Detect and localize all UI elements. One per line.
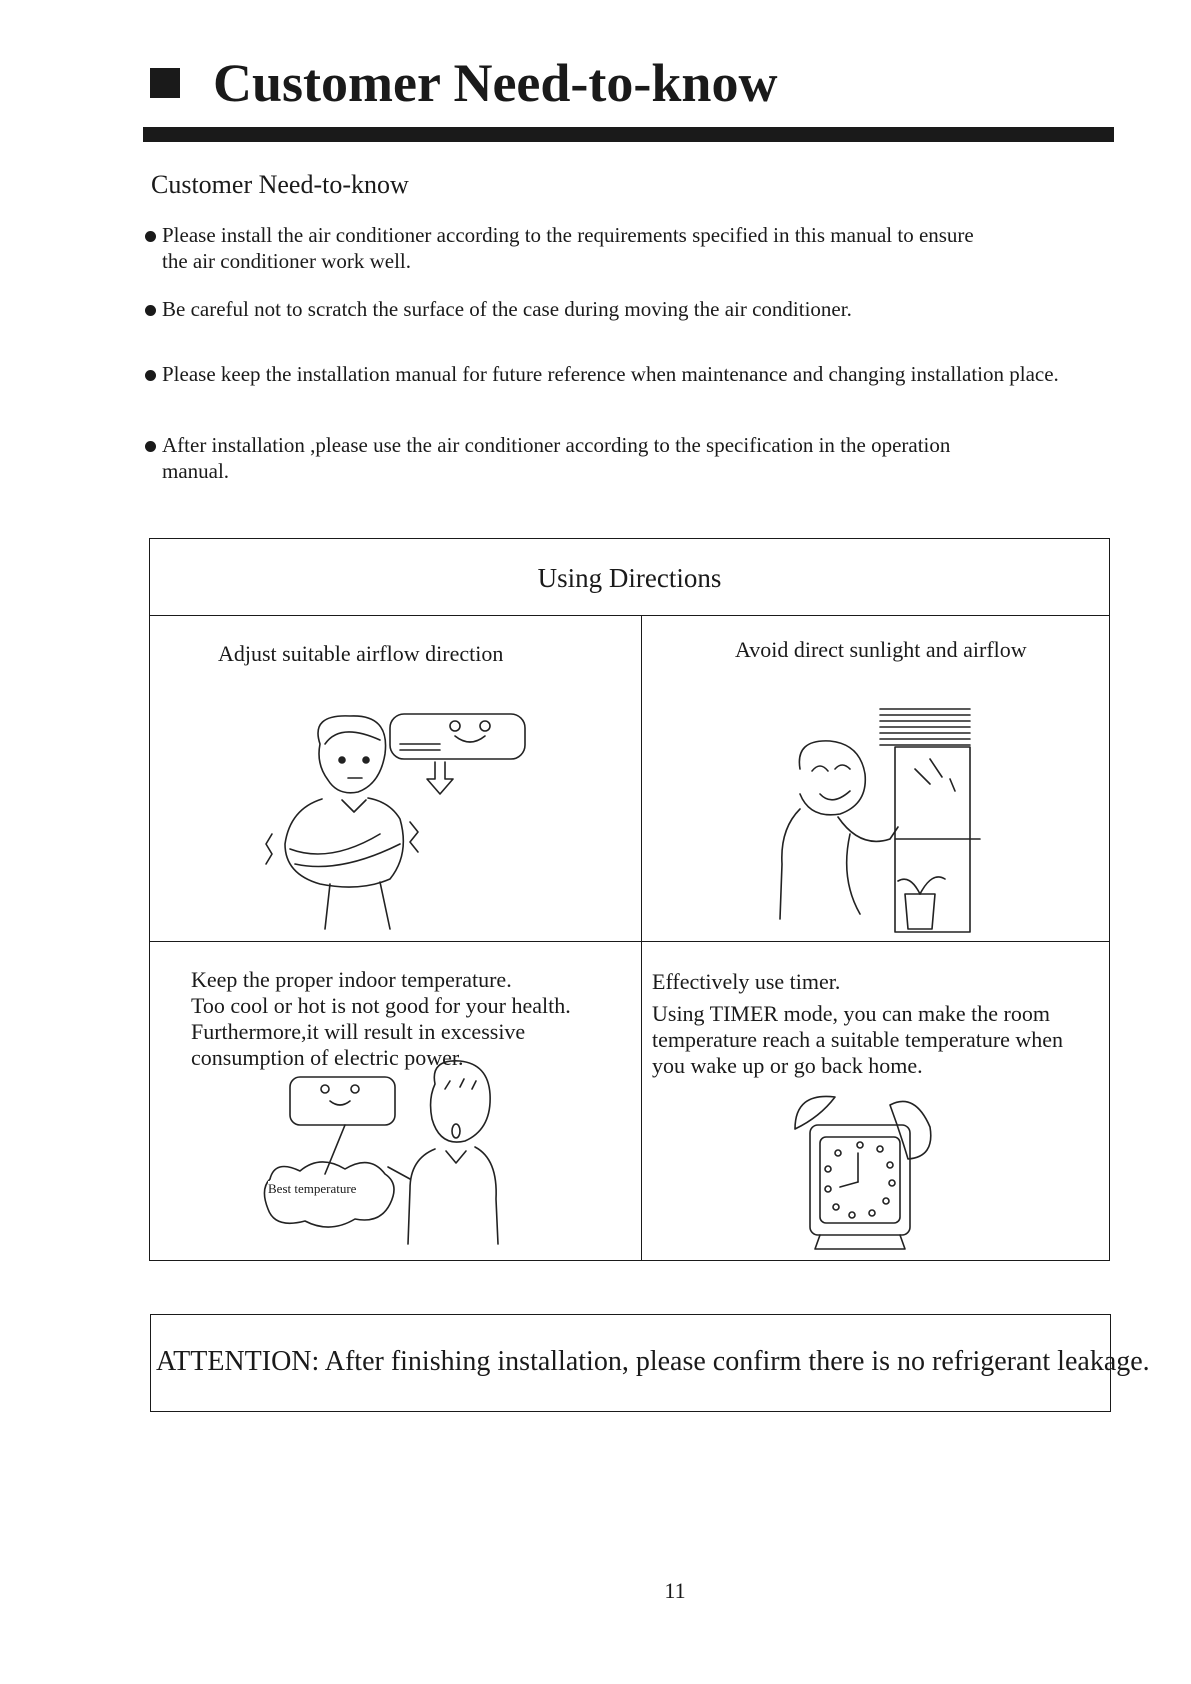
using-directions-table <box>149 538 1110 1261</box>
airflow-direction-text: Adjust suitable airflow direction <box>218 641 504 666</box>
bullet-dot-icon <box>145 370 156 381</box>
bullet-text: Be careful not to scratch the surface of the case during moving the air conditioner. <box>162 297 852 321</box>
page-number: 11 <box>664 1578 686 1603</box>
bullet-dot-icon <box>145 441 156 452</box>
best-temperature-illustration <box>260 1059 600 1259</box>
bullet-item <box>143 222 974 274</box>
bullet-dot-icon <box>145 231 156 242</box>
best-temperature-label: Best temperature <box>268 1181 357 1196</box>
bullet-item <box>143 432 950 484</box>
header-rule <box>143 127 1114 142</box>
avoid-sunlight-text: Avoid direct sunlight and airflow <box>735 637 1027 662</box>
sunlight-window-illustration <box>770 699 1090 949</box>
title-square-icon <box>150 68 180 98</box>
table-divider <box>641 616 642 1260</box>
cold-person-airflow-illustration <box>250 704 590 954</box>
section-heading: Customer Need-to-know <box>151 170 409 199</box>
attention-box <box>150 1314 1150 1412</box>
bullet-text: Please install the air conditioner according to the requirements specified in this manual to ensure the air conditioner work well. <box>162 223 974 273</box>
timer-heading: Effectively use timer. <box>652 969 841 994</box>
page-title: Customer Need-to-know <box>213 53 778 113</box>
bullet-item <box>143 296 852 322</box>
bullet-item <box>143 361 1059 387</box>
directions-title: Using Directions <box>537 563 722 593</box>
timer-text: Using TIMER mode, you can make the room temperature reach a suitable temperature when you wake up or go back home. <box>652 1001 1064 1078</box>
bullet-text: Please keep the installation manual for future reference when maintenance and changing installation place. <box>162 362 1059 386</box>
bullet-text: After installation ,please use the air conditioner according to the specification in the operation manual. <box>162 433 951 483</box>
indoor-temperature-text: Keep the proper indoor temperature. Too cool or hot is not good for your health. Furthermore,it will result in excessive consumption of electric power. <box>191 967 571 1070</box>
bullet-dot-icon <box>145 305 156 316</box>
alarm-clock-icon <box>790 1087 950 1257</box>
table-divider <box>150 615 1109 616</box>
attention-text: ATTENTION: After finishing installation, please confirm there is no refrigerant leakage. <box>156 1346 1150 1377</box>
